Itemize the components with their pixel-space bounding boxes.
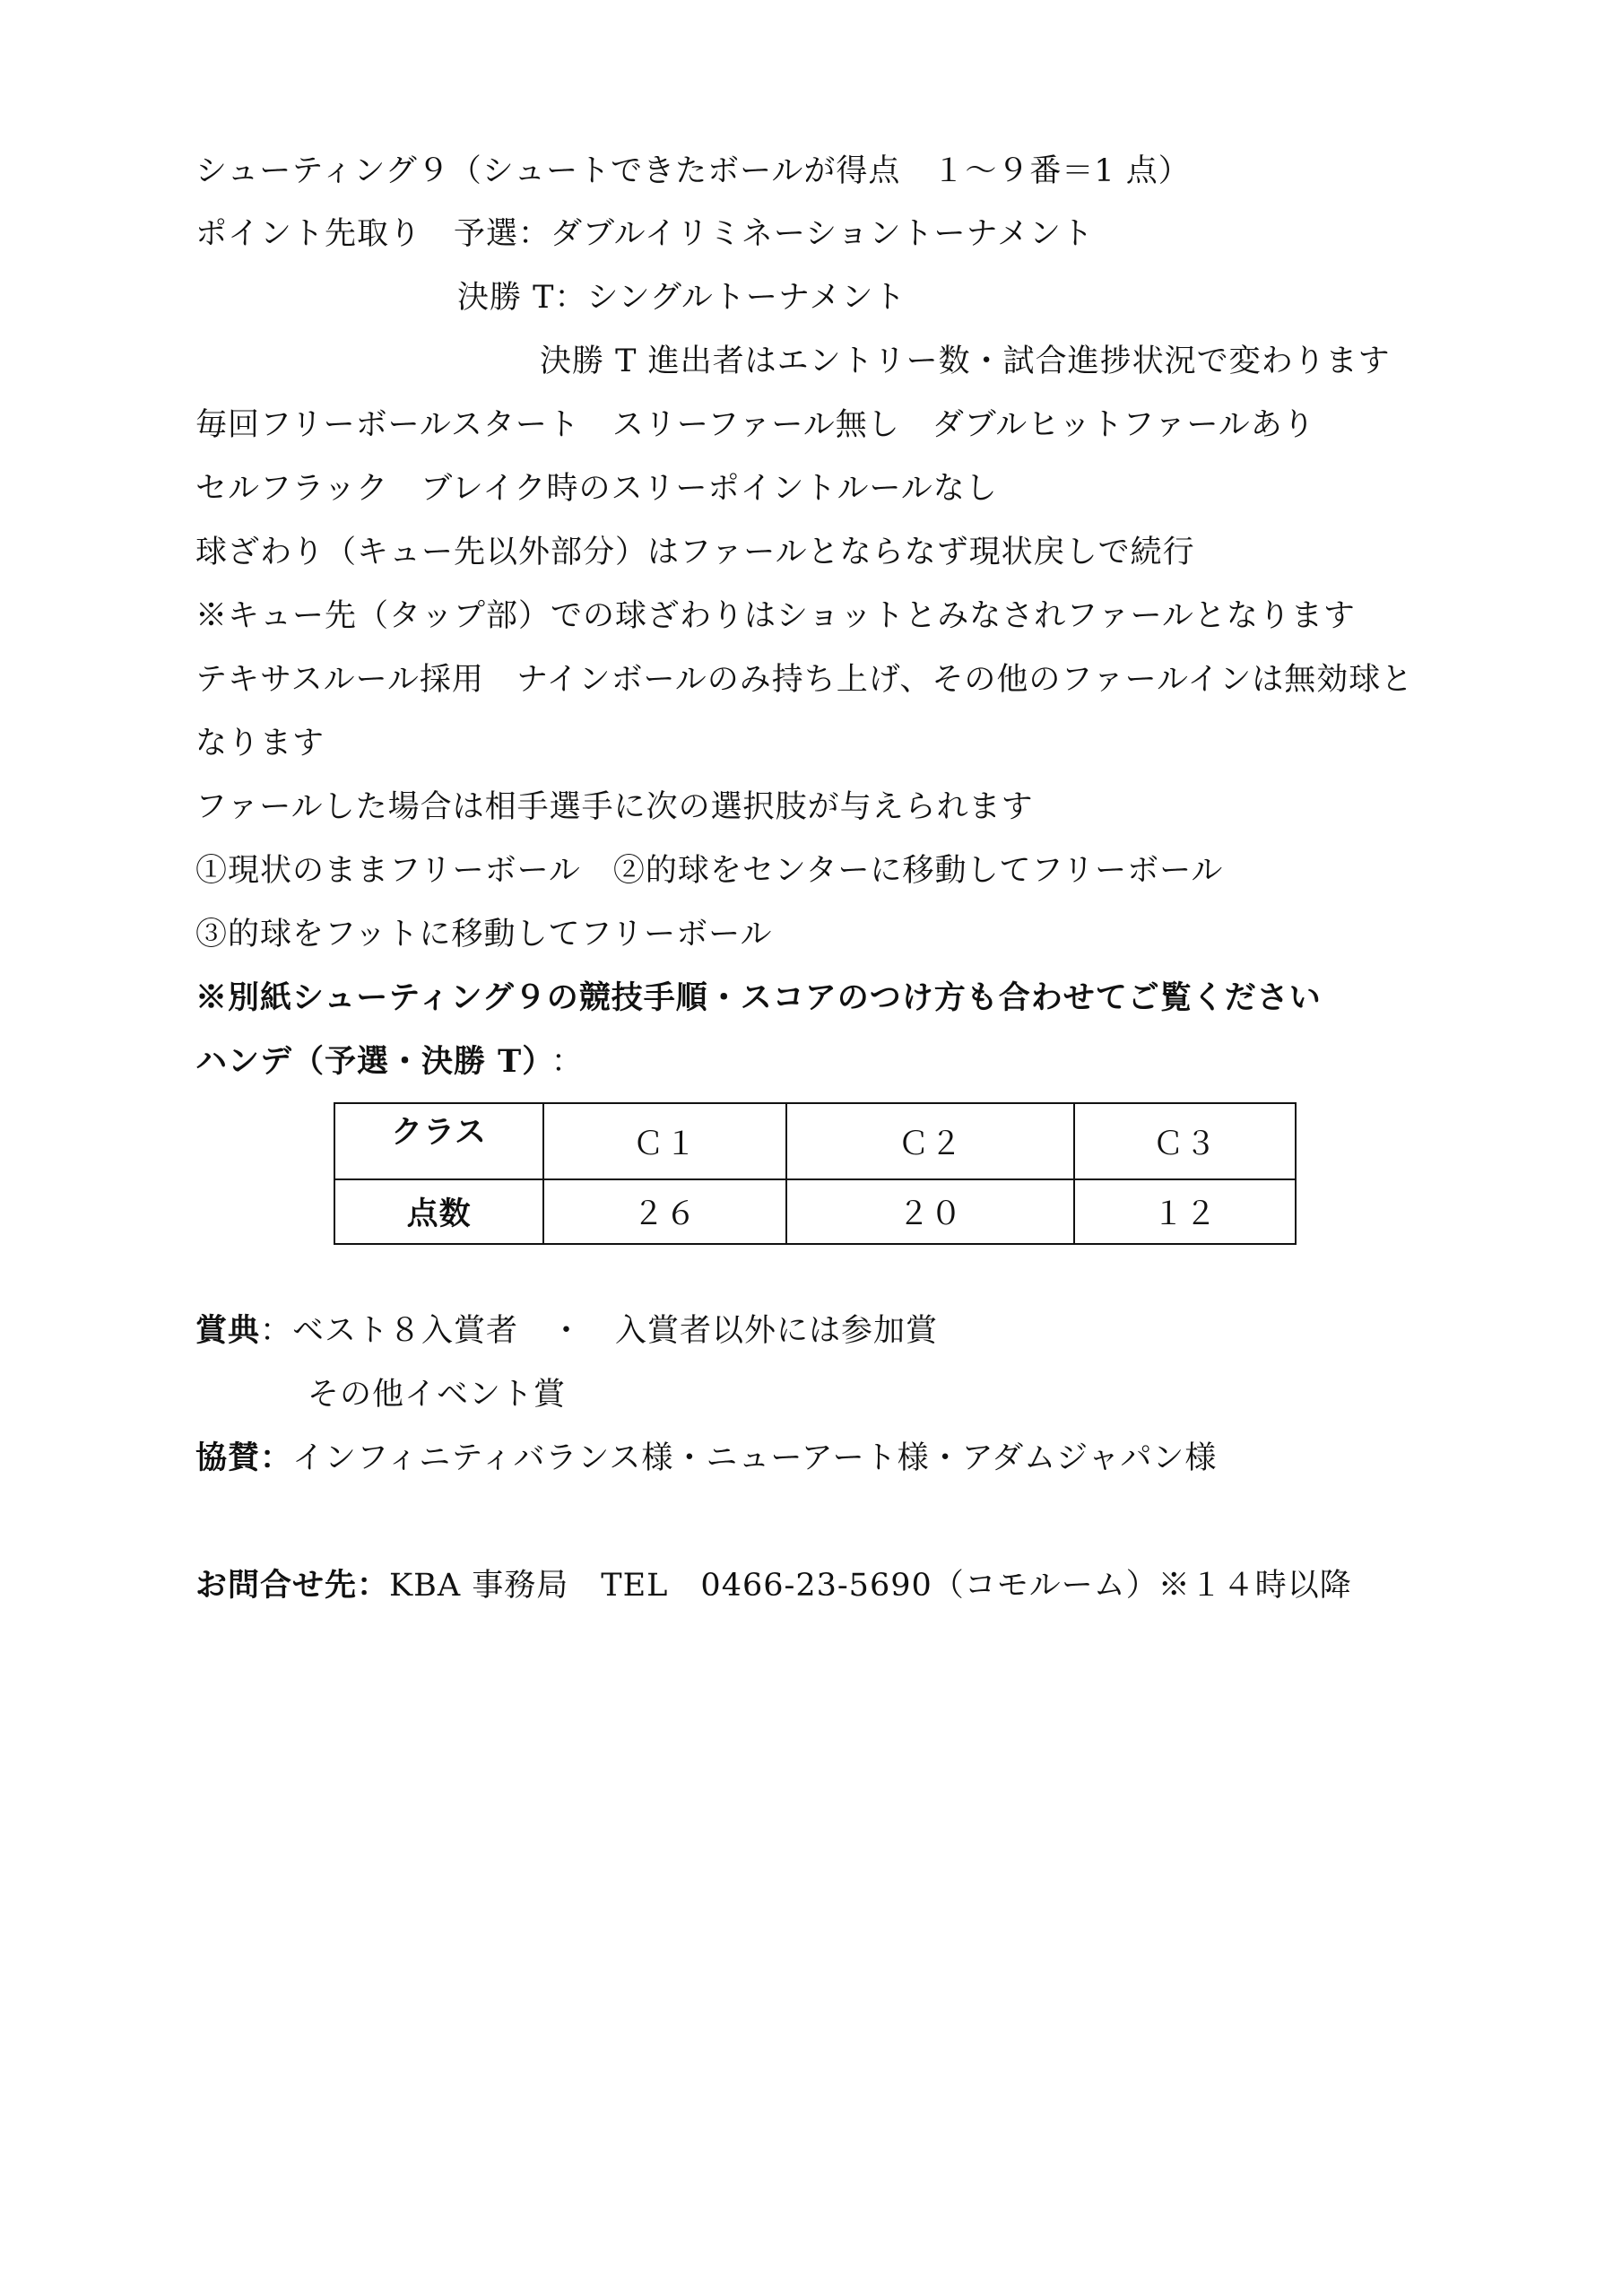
rule-point-race-qualifier: ポイント先取り 予選：ダブルイリミネーショントーナメント: [195, 216, 1095, 252]
rule-see-attachment: ※別紙シューティング９の競技手順・スコアのつけ方も合わせてご覧ください: [195, 979, 1322, 1016]
prize-line-2: その他イベント賞: [308, 1377, 567, 1413]
prize-text: ベスト８入賞者 ・ 入賞者以外には参加賞: [292, 1313, 939, 1349]
contact-label: お問合せ先：: [195, 1567, 390, 1604]
sponsor-label: 協賛：: [195, 1439, 293, 1476]
table-row-points: [334, 1179, 1296, 1244]
handicap-separator: ：: [551, 1044, 584, 1080]
handicap-label: ハンデ（予選・決勝 T）: [195, 1043, 539, 1080]
table-cell-c2-points: ２０: [786, 1179, 1074, 1244]
table-cell-points-label: 点数: [334, 1179, 543, 1244]
sponsor-line: [195, 1439, 1217, 1477]
contact-line: [195, 1567, 1352, 1605]
contact-text: KBA 事務局 TEL 0466-23-5690（コモルーム）※１４時以降: [389, 1568, 1352, 1604]
prize-separator: ：: [260, 1313, 293, 1349]
table-cell-c1: Ｃ１: [543, 1103, 786, 1179]
rule-shooting-nine: シューティング９（シュートできたボールが得点 １～９番＝1 点）: [195, 153, 1191, 189]
handicap-heading: [195, 1043, 584, 1081]
rule-foul-options-intro: ファールした場合は相手選手に次の選択肢が与えられます: [195, 789, 1034, 825]
rule-texas-rule: テキサスルール採用 ナインボールのみ持ち上げ、その他のファールインは無効球と: [195, 662, 1414, 698]
table-cell-c3-points: １２: [1074, 1179, 1296, 1244]
rule-foul-options-1-2: ①現状のままフリーボール ②的球をセンターに移動してフリーボール: [195, 853, 1224, 889]
rule-foul-options-3: ③的球をフットに移動してフリーボール: [195, 917, 773, 952]
table-cell-class-label: クラス: [334, 1103, 543, 1179]
table-cell-c1-points: ２６: [543, 1179, 786, 1244]
rule-texas-rule-cont: なります: [195, 726, 325, 761]
prize-line: [195, 1312, 938, 1350]
table-cell-c2: Ｃ２: [786, 1103, 1074, 1179]
prize-label: 賞典: [195, 1312, 261, 1349]
table-cell-c3: Ｃ３: [1074, 1103, 1296, 1179]
rule-ball-touch: 球ざわり（キュー先以外部分）はファールとならなず現状戻しで続行: [195, 535, 1195, 570]
rule-final-qualifiers-note: 決勝 T 進出者はエントリー数・試合進捗状況で変わります: [540, 344, 1391, 379]
rule-final-tournament: 決勝 T：シングルトーナメント: [457, 280, 906, 316]
sponsor-text: インフィニティバランス様・ニューアート様・アダムジャパン様: [292, 1440, 1218, 1476]
rule-free-ball-start: 毎回フリーボールスタート スリーファール無し ダブルヒットファールあり: [195, 407, 1315, 443]
rule-self-rack: セルフラック ブレイク時のスリーポイントルールなし: [195, 471, 998, 507]
table-row-header: [334, 1103, 1296, 1179]
handicap-table: [334, 1102, 1297, 1245]
rule-cue-tip-touch: ※キュー先（タップ部）での球ざわりはショットとみなされファールとなります: [195, 598, 1356, 634]
